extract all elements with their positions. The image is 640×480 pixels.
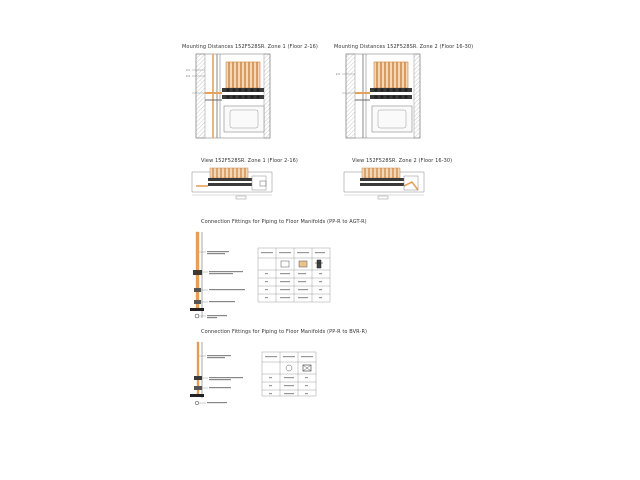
- connection-drawing-bvr: [190, 342, 316, 405]
- connection-drawing-agt: [190, 232, 330, 318]
- title-connection-agt: Connection Fittings for Piping to Floor Manifolds (PP-R to AGT-R): [201, 219, 367, 225]
- title-mounting-zone1: Mounting Distances 152F528SR. Zone 1 (Floor 2-16): [182, 44, 318, 50]
- view-drawing-zone2: [344, 168, 424, 199]
- title-view-zone2: View 152F528SR. Zone 2 (Floor 16-30): [352, 158, 453, 164]
- view-drawing-zone1: [192, 168, 272, 199]
- svg-text:2,1: 2,1: [186, 69, 190, 72]
- svg-text:2,3: 2,3: [336, 73, 340, 76]
- mounting-drawing-zone2: [336, 54, 420, 138]
- title-connection-bvr: Connection Fittings for Piping to Floor Manifolds (PP-R to BVR-R): [201, 329, 368, 335]
- title-mounting-zone2: Mounting Distances 152F528SR. Zone 2 (Floor 16-30): [334, 44, 474, 50]
- mounting-drawing-zone1: [186, 54, 270, 138]
- svg-text:2,4: 2,4: [186, 75, 190, 78]
- title-view-zone1: View 152F528SR. Zone 1 (Floor 2-16): [201, 158, 298, 164]
